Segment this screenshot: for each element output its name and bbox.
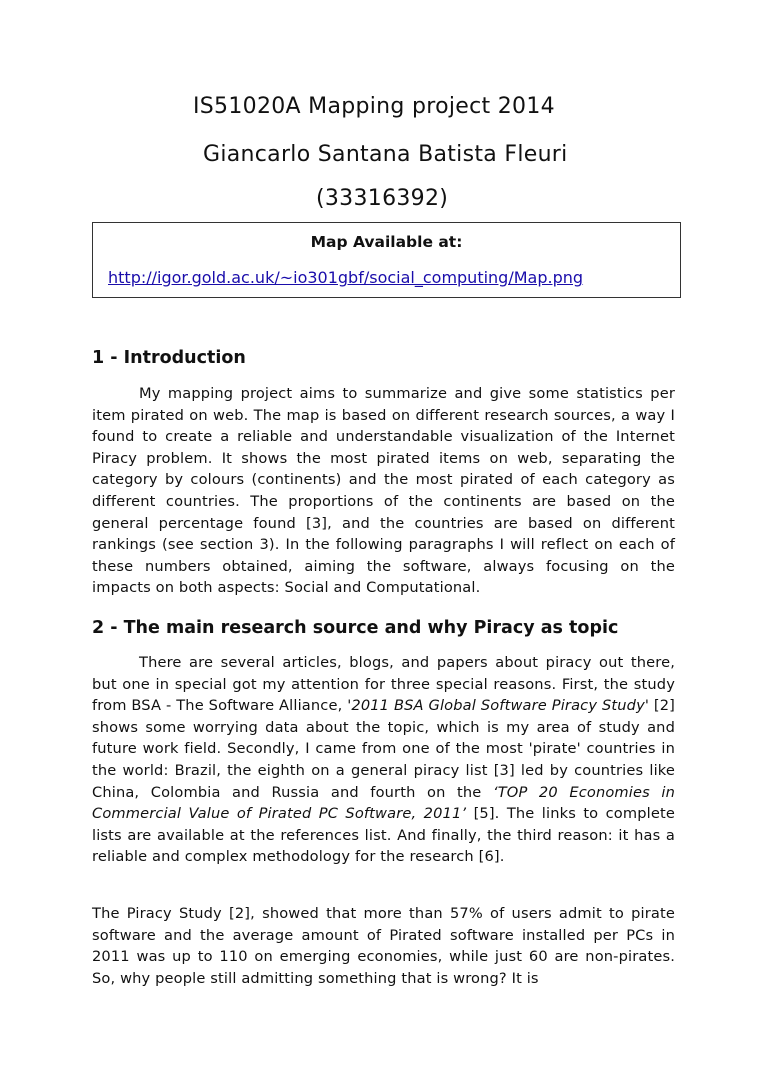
paragraph-text: There are several articles, blogs, and papers about piracy out there, but one in special got my attention for three special reasons. First, the study from BSA - The Software Alliance, (92, 654, 675, 715)
student-id: (33316392) (316, 186, 449, 211)
research-source-paragraph (92, 652, 675, 868)
paragraph-text: [5]. The links to complete lists are available at the references list. And finally, the third reason: it has a reliable and complex methodology for the research [6]. (92, 805, 675, 866)
author-name: Giancarlo Santana Batista Fleuri (203, 142, 568, 167)
study-title-italic: '2011 BSA Global Software Piracy Study' (347, 697, 650, 715)
section-heading-introduction: 1 - Introduction (92, 348, 246, 368)
document-title: IS51020A Mapping project 2014 (193, 94, 555, 119)
introduction-paragraph: My mapping project aims to summarize and give some statistics per item pirated on web. The map is based on different research sources, a way I found to create a reliable and understandable visualization of the Internet Piracy problem. It shows the most pirated items on web, separating the category by colours (continents) and the most pirated of each category as different countries. The proportions of the continents are based on the general percentage found [3], and the countries are based on different rankings (see section 3). In the following paragraphs I will reflect on each of these numbers obtained, aiming the software, always focusing on the impacts on both aspects: Social and Computational. (92, 385, 675, 597)
map-box-label: Map Available at: (310, 233, 463, 251)
map-availability-box (92, 222, 681, 298)
section-heading-research-source: 2 - The main research source and why Piracy as topic (92, 618, 619, 638)
ranking-title-italic: ‘TOP 20 Economies in Commercial Value of Pirated PC Software, 2011’ (92, 783, 676, 823)
piracy-study-paragraph: The Piracy Study [2], showed that more than 57% of users admit to pirate software and the average amount of Pirated software installed per PCs in 2011 was up to 110 on emerging economies, while just 60 are non-pirates. So, why people still admitting something that is wrong? It is (92, 905, 675, 987)
map-url-link[interactable]: http://igor.gold.ac.uk/~io301gbf/social_computing/Map.png (108, 268, 584, 287)
paragraph-text: [2] shows some worrying data about the topic, which is my area of study and future work field. Secondly, I came from one of the most 'pirate' countries in the world: Brazil, the eighth on a general piracy list [3] led by countries like China, Colombia and Russia and fourth on the (92, 697, 675, 801)
